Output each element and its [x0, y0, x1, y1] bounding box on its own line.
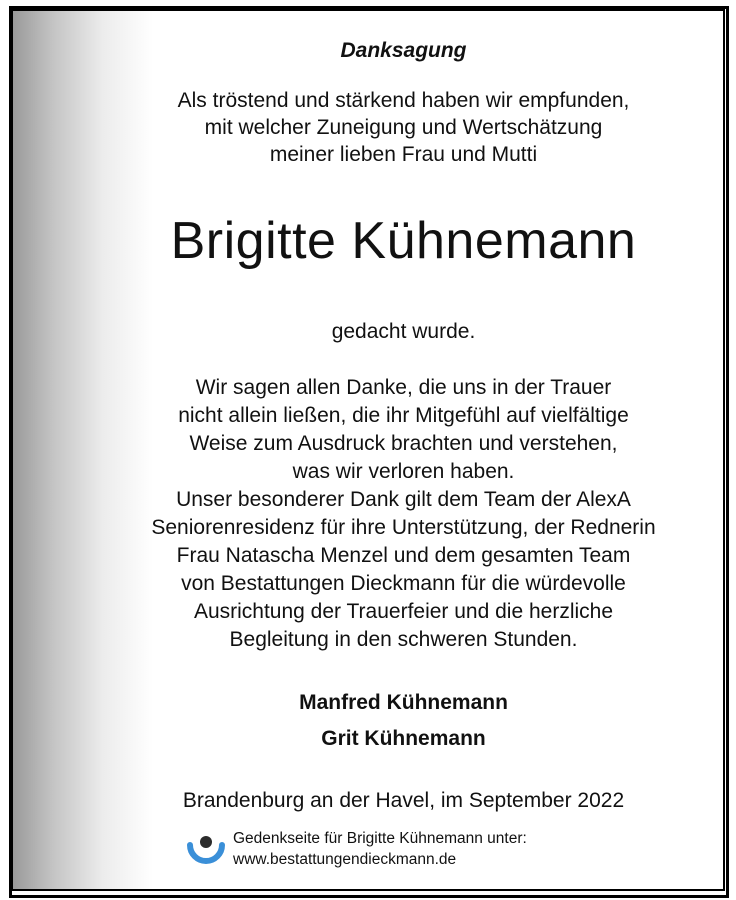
intro-line-3: meiner lieben Frau und Mutti [269, 143, 538, 166]
thanks-line-5: Unser besonderer Dank gilt dem Team der AlexA [176, 488, 631, 511]
thanks-line-9: Ausrichtung der Trauerfeier und die herzliche [193, 600, 614, 623]
footer-line-1: Gedenkseite für Brigitte Kühnemann unter: [233, 830, 527, 847]
thanks-line-8: von Bestattungen Dieckmann für die würdevolle [181, 572, 626, 595]
intro-line-1: Als tröstend und stärkend haben wir empfunden, [177, 89, 630, 112]
signature-2: Grit Kühnemann [321, 727, 486, 750]
thanks-line-6: Seniorenresidenz für ihre Unterstützung, der Rednerin [151, 516, 656, 539]
thanks-line-4: was wir verloren haben. [292, 460, 515, 483]
signature-1: Manfred Kühnemann [299, 691, 508, 714]
memorial-website-link[interactable]: www.bestattungendieckmann.de [233, 851, 457, 868]
notice-card [11, 9, 725, 891]
after-name-text: gedacht wurde. [331, 320, 476, 343]
memorial-link-footer [185, 824, 527, 874]
place-date: Brandenburg an der Havel, im September 2022 [182, 789, 625, 812]
notice-content [13, 11, 725, 891]
logo-dot [200, 836, 212, 848]
footer-text-block [233, 828, 527, 870]
thanks-line-2: nicht allein ließen, die ihr Mitgefühl auf vielfältige [178, 404, 629, 427]
thanks-line-3: Weise zum Ausdruck brachten und verstehen, [189, 432, 618, 455]
funeral-home-logo-icon [185, 828, 227, 870]
deceased-name: Brigitte Kühnemann [170, 212, 637, 270]
thanks-line-7: Frau Natascha Menzel und dem gesamten Team [176, 544, 631, 567]
notice-heading: Danksagung [340, 39, 467, 62]
thanks-line-10: Begleitung in den schweren Stunden. [229, 628, 578, 651]
intro-line-2: mit welcher Zuneigung und Wertschätzung [204, 116, 603, 139]
thanks-line-1: Wir sagen allen Danke, die uns in der Trauer [195, 376, 612, 399]
